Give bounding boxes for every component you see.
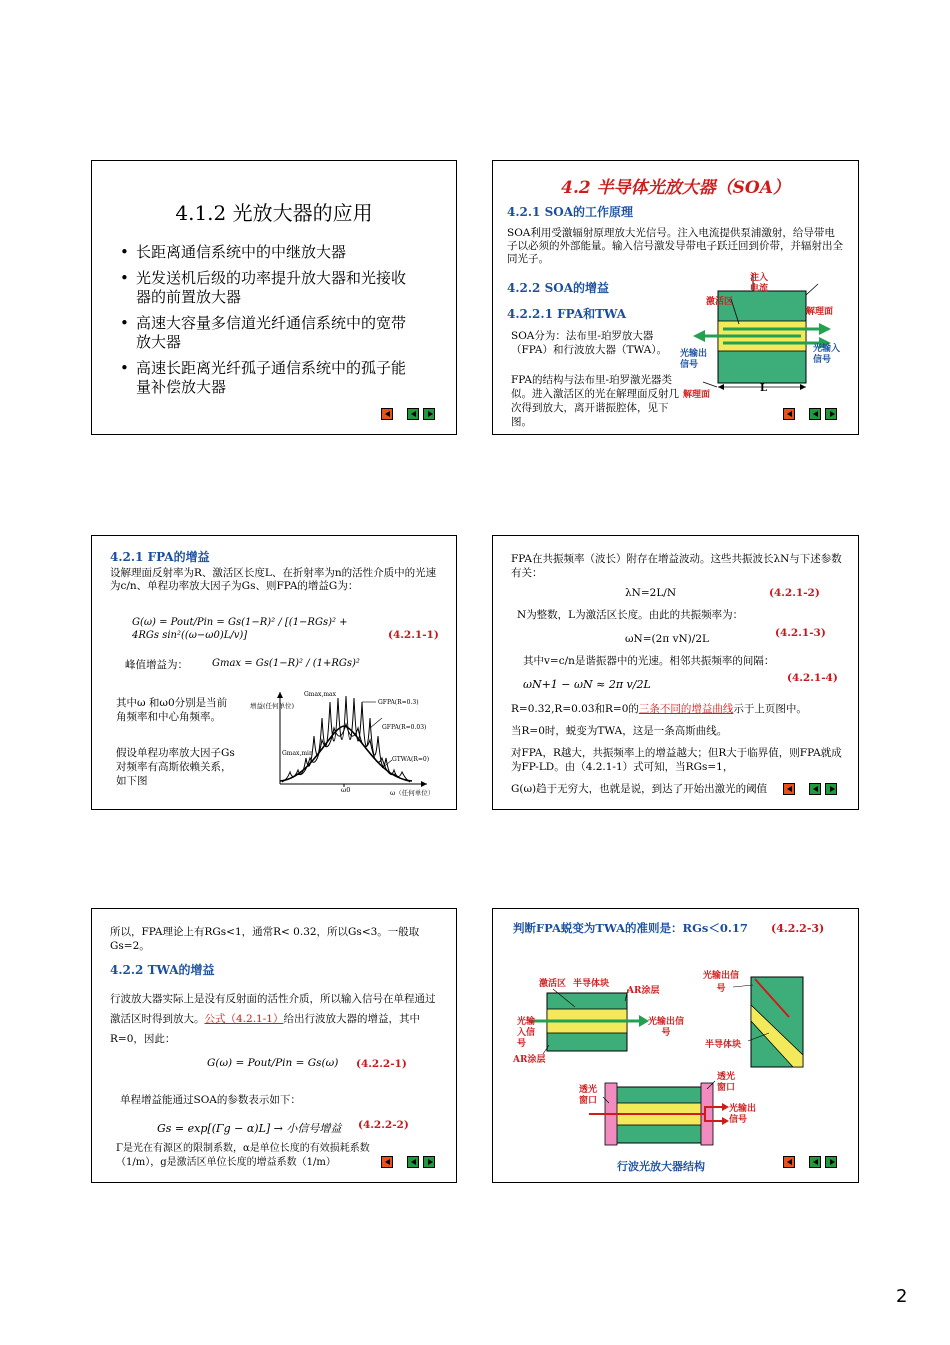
heading-4-2-1: 4.2.1 FPA的增益: [110, 550, 210, 564]
paragraph: 假设单程功率放大因子Gs对频率有高斯依赖关系，如下图: [116, 747, 235, 787]
chart-label-r003: GFPA(R=0.03): [382, 724, 427, 731]
paragraph: SOA分为：法布里-珀罗放大器（FPA）和行波放大器（TWA）。: [511, 330, 668, 356]
equation-single-pass: Gs = exp[(Γg − α)L] → 小信号增益: [157, 1122, 342, 1135]
slide-twa-gain: [91, 908, 457, 1183]
twa-structure-diagram: [493, 909, 858, 1182]
paragraph-text: 行波放大器实际上是没有反射面的活性介质，所以输入信号在单程通过激活区时得到放大。: [110, 993, 436, 1025]
back-button[interactable]: [381, 408, 393, 420]
paragraph: 其中v=c/n是谐振器中的光速。相邻共振频率的间隔：: [523, 655, 775, 667]
equation-twa-gain: G(ω) = Pout/Pin = Gs(ω): [207, 1057, 339, 1069]
chart-label-gmaxmax: Gmax,max: [304, 691, 337, 698]
prev-button[interactable]: [407, 1156, 419, 1168]
paragraph-text: 给出行波放大器的增益，其中R=0，因此：: [110, 1013, 420, 1045]
prev-button[interactable]: [809, 408, 821, 420]
heading-4-2-2-1: 4.2.2.1 FPA和TWA: [507, 307, 627, 321]
slide-title: 4.1.2 光放大器的应用: [175, 201, 373, 225]
heading-4-2-1: 4.2.1 SOA的工作原理: [507, 205, 634, 219]
paragraph-text: 示于上页图中。: [733, 703, 807, 715]
back-button[interactable]: [381, 1156, 393, 1168]
prev-button[interactable]: [407, 408, 419, 420]
paragraph-text: FPA在共振频率（波长）附存在增益波动。这些共振波长λN与下述参数有关：: [511, 553, 842, 579]
paragraph: G(ω)趋于无穷大，也就是说，到达了开始出激光的阈值: [511, 783, 768, 795]
slide-nav: [783, 1156, 837, 1168]
next-button[interactable]: [825, 408, 837, 420]
heading-4-2-2: 4.2.2 TWA的增益: [110, 963, 215, 977]
slide-nav: [381, 408, 435, 420]
equation-number: (4.2.1-1): [388, 629, 439, 641]
equation-number: (4.2.2-2): [358, 1119, 409, 1131]
equation-number: (4.2.1-3): [775, 627, 826, 639]
paragraph-text: R=0.32,R=0.03和R=0的: [511, 703, 639, 715]
page-number: 2: [896, 1286, 908, 1307]
label-output-signal: 光输出信号: [648, 1017, 685, 1038]
chart-xlabel: ω（任何单位）: [390, 789, 435, 797]
slide-nav: [381, 1156, 435, 1168]
label-semiconductor: 半导体块: [573, 979, 610, 989]
paragraph: Γ是光在有源区的限制系数，α是单位长度的有效损耗系数（1/m），g是激活区单位长度的增益系数（1/m）: [116, 1143, 370, 1168]
equation-peak-gain: Gmax = Gs(1−R)² / (1+RGs)²: [212, 658, 360, 669]
paragraph: [511, 702, 851, 716]
chart-ylabel: 增益(任何单位): [250, 702, 295, 710]
paragraph: 设解理面反射率为R、激活区长度L、在折射率为n的活性介质中的光速为c/n、单程功率放大因子为Gs、则FPA的增益G为：: [110, 567, 437, 592]
paragraph: N为整数，L为激活区长度。由此的共振频率为：: [517, 609, 744, 621]
equation-number: (4.2.2-1): [356, 1058, 407, 1070]
equation-fpa-gain: G(ω) = Pout/Pin = Gs(1−R)² / [(1−RGs)² + 4RGs sin²((ω−ω0)L/v)]: [132, 617, 348, 641]
bullet-item: • 光发送机后级的功率提升放大器和光接收器的前置放大器: [118, 269, 418, 307]
label-output-signal-3: 光输出信号: [729, 1104, 757, 1125]
chart-label-gmaxmin: Gmax,min: [282, 750, 313, 757]
slide-4-2-soa: [492, 160, 859, 435]
equation-number: (4.2.1-2): [769, 587, 820, 599]
bullet-item: • 高速长距离光纤孤子通信系统中的孤子能量补偿放大器: [118, 359, 418, 397]
label-output: 光输出信号: [680, 349, 708, 370]
slide-resonance: [492, 535, 859, 810]
label-ar-coating-2: AR涂层: [513, 1055, 546, 1065]
label-output-signal-2: 光输出信号: [703, 971, 740, 994]
peak-gain-label: 峰值增益为：: [125, 659, 188, 671]
label-window-right: 透光窗口: [717, 1072, 736, 1093]
next-button[interactable]: [423, 1156, 435, 1168]
label-cleave-right: 解理面: [806, 307, 834, 317]
paragraph: FPA的结构与法布里-珀罗激光器类似。进入激活区的光在解理面反射几次得到放大，离开谐振腔体，见下图。: [511, 374, 679, 428]
paragraph: 当R=0时，蜕变为TWA，这是一条高斯曲线。: [511, 725, 728, 737]
label-input: 光输入信号: [813, 344, 841, 365]
paragraph: SOA利用受激辐射原理放大光信号。注入电流提供泵浦激射，给导带电子以必须的外部能量。输入信号激发导带电子跃迁回到价带，并辐射出全同光子。: [507, 227, 843, 265]
chart-label-twa: GTWA(R=0): [392, 756, 430, 763]
formula-link[interactable]: 公式（4.2.1-1）: [204, 1013, 284, 1025]
heading-4-2-2: 4.2.2 SOA的增益: [507, 281, 610, 295]
slide-4-1-2: [91, 160, 457, 435]
label-active-region: 激活区: [706, 297, 734, 307]
paragraph: 其中ω 和ω0分别是当前角频率和中心角频率。: [116, 697, 228, 723]
bullet-item: • 长距离通信系统中的中继放大器: [118, 243, 418, 262]
label-cleave-left: 解理面: [683, 390, 711, 400]
back-button[interactable]: [783, 783, 795, 795]
paragraph: [110, 989, 440, 1049]
label-input-signal: 光输入信号: [517, 1017, 536, 1049]
paragraph: [511, 552, 846, 580]
slide-fpa-gain: [91, 535, 457, 810]
label-current: 注入电流: [750, 273, 769, 294]
next-button[interactable]: [825, 783, 837, 795]
slide-nav: [783, 783, 837, 795]
equation-number: (4.2.1-4): [787, 672, 838, 684]
figure-caption: 行波光放大器结构: [617, 1160, 705, 1173]
paragraph: 所以，FPA理论上有RGs<1，通常R< 0.32，所以Gs<3。一般取Gs=2。: [110, 926, 420, 952]
equation-lambda-n: λN=2L/N: [625, 587, 677, 599]
prev-button[interactable]: [809, 783, 821, 795]
back-button[interactable]: [783, 1156, 795, 1168]
back-button[interactable]: [783, 408, 795, 420]
label-length: L: [760, 383, 768, 394]
next-button[interactable]: [423, 408, 435, 420]
equation-spacing: ωN+1 − ωN ≈ 2π v/2L: [523, 678, 651, 691]
bullet-list: [118, 243, 418, 404]
paragraph: 对FPA，R越大，共振频率上的增益越大；但R大于临界值，则FPA就成为FP-LD。由（4.2.1-1）式可知，当RGs=1，: [511, 747, 842, 773]
next-button[interactable]: [825, 1156, 837, 1168]
twa-criterion: 判断FPA蜕变为TWA的准则是：RGs＜0.17: [513, 921, 748, 935]
chart-label-r03: GFPA(R=0.3): [378, 699, 419, 706]
prev-button[interactable]: [809, 1156, 821, 1168]
slide-title: 4.2 半导体光放大器（SOA）: [561, 178, 790, 198]
label-ar-coating: AR涂层: [627, 986, 660, 996]
paragraph: 单程增益能通过SOA的参数表示如下：: [120, 1094, 301, 1106]
gain-curves-link[interactable]: 三条不同的增益曲线: [638, 703, 734, 715]
equation-number: (4.2.2-3): [771, 922, 825, 935]
bullet-item: • 高速大容量多信道光纤通信系统中的宽带放大器: [118, 314, 418, 352]
chart-label-w0: ω0: [341, 786, 351, 794]
equation-omega-n: ωN=(2π vN)/2L: [625, 633, 709, 645]
slide-twa-structure: [492, 908, 859, 1183]
label-window-left: 透光窗口: [579, 1085, 598, 1106]
slide-nav: [783, 408, 837, 420]
label-semiconductor-2: 半导体块: [705, 1040, 742, 1050]
label-active-region: 激活区: [539, 979, 567, 989]
